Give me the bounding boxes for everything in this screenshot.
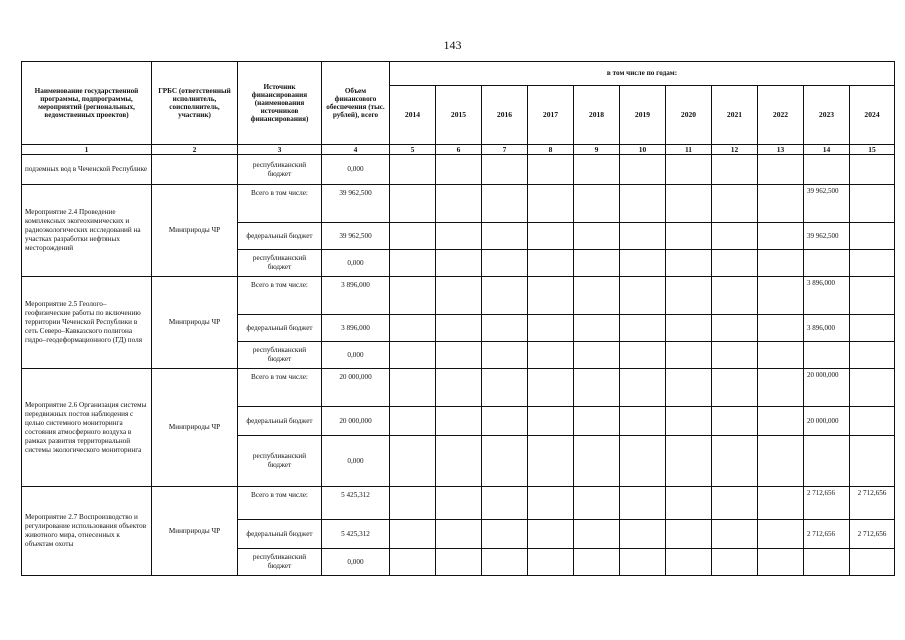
year-cell-empty bbox=[528, 407, 574, 436]
year-2024-value bbox=[850, 155, 895, 185]
year-cell-empty bbox=[528, 487, 574, 520]
year-cell-empty bbox=[436, 250, 482, 277]
year-cell-empty bbox=[758, 369, 804, 407]
year-cell-empty bbox=[666, 549, 712, 576]
year-cell-empty bbox=[620, 155, 666, 185]
year-cell-empty bbox=[482, 342, 528, 369]
column-number: 6 bbox=[436, 145, 482, 155]
column-number: 10 bbox=[620, 145, 666, 155]
year-cell-empty bbox=[712, 342, 758, 369]
year-cell-empty bbox=[758, 487, 804, 520]
year-cell-empty bbox=[574, 520, 620, 549]
year-cell-empty bbox=[390, 185, 436, 223]
funding-total: 0,000 bbox=[322, 549, 390, 576]
year-cell-empty bbox=[574, 223, 620, 250]
funding-source: Всего в том числе: bbox=[238, 369, 322, 407]
year-header-2014: 2014 bbox=[390, 86, 436, 145]
year-cell-empty bbox=[620, 185, 666, 223]
year-2023-value: 39 962,500 bbox=[804, 223, 850, 250]
year-cell-empty bbox=[482, 223, 528, 250]
funding-source: Всего в том числе: bbox=[238, 185, 322, 223]
grbs-cell bbox=[152, 155, 238, 185]
year-cell-empty bbox=[712, 369, 758, 407]
year-cell-empty bbox=[482, 155, 528, 185]
year-cell-empty bbox=[666, 436, 712, 487]
year-cell-empty bbox=[666, 315, 712, 342]
year-cell-empty bbox=[390, 315, 436, 342]
year-cell-empty bbox=[712, 155, 758, 185]
year-header-2015: 2015 bbox=[436, 86, 482, 145]
funding-source: федеральный бюджет bbox=[238, 315, 322, 342]
year-cell-empty bbox=[436, 155, 482, 185]
year-cell-empty bbox=[574, 155, 620, 185]
year-cell-empty bbox=[528, 223, 574, 250]
year-cell-empty bbox=[666, 185, 712, 223]
year-cell-empty bbox=[712, 223, 758, 250]
year-2024-value bbox=[850, 223, 895, 250]
year-cell-empty bbox=[390, 223, 436, 250]
year-cell-empty bbox=[574, 436, 620, 487]
year-cell-empty bbox=[482, 487, 528, 520]
year-cell-empty bbox=[574, 277, 620, 315]
year-cell-empty bbox=[620, 369, 666, 407]
year-cell-empty bbox=[666, 487, 712, 520]
page-number: 143 bbox=[443, 38, 462, 52]
year-cell-empty bbox=[528, 436, 574, 487]
year-cell-empty bbox=[436, 342, 482, 369]
column-number: 2 bbox=[152, 145, 238, 155]
year-cell-empty bbox=[758, 185, 804, 223]
year-cell-empty bbox=[712, 520, 758, 549]
year-cell-empty bbox=[574, 315, 620, 342]
year-header-2019: 2019 bbox=[620, 86, 666, 145]
table-row bbox=[22, 487, 895, 520]
year-2024-value bbox=[850, 436, 895, 487]
funding-total: 20 000,000 bbox=[322, 407, 390, 436]
measure-name: Мероприятие 2.6 Организация системы передвижных постов наблюдения с целью системного мониторинга состояния атмосферного воздуха в рамках развития территориальной системы экологического мониторинга bbox=[22, 369, 152, 487]
year-cell-empty bbox=[482, 520, 528, 549]
year-cell-empty bbox=[666, 520, 712, 549]
year-2024-value bbox=[850, 549, 895, 576]
year-2024-value bbox=[850, 342, 895, 369]
year-cell-empty bbox=[758, 277, 804, 315]
year-cell-empty bbox=[620, 250, 666, 277]
year-cell-empty bbox=[436, 369, 482, 407]
year-cell-empty bbox=[390, 407, 436, 436]
financing-table bbox=[21, 61, 895, 576]
table-row bbox=[22, 369, 895, 407]
year-cell-empty bbox=[528, 315, 574, 342]
year-cell-empty bbox=[436, 407, 482, 436]
year-cell-empty bbox=[436, 520, 482, 549]
year-cell-empty bbox=[712, 250, 758, 277]
column-number: 4 bbox=[322, 145, 390, 155]
column-number: 1 bbox=[22, 145, 152, 155]
year-cell-empty bbox=[574, 407, 620, 436]
year-cell-empty bbox=[436, 487, 482, 520]
year-2023-value: 2 712,656 bbox=[804, 520, 850, 549]
year-cell-empty bbox=[574, 369, 620, 407]
year-cell-empty bbox=[712, 407, 758, 436]
year-2023-value bbox=[804, 250, 850, 277]
year-cell-empty bbox=[758, 520, 804, 549]
year-cell-empty bbox=[620, 342, 666, 369]
year-cell-empty bbox=[528, 155, 574, 185]
funding-source: республиканский бюджет bbox=[238, 342, 322, 369]
year-2024-value: 2 712,656 bbox=[850, 487, 895, 520]
year-cell-empty bbox=[436, 436, 482, 487]
year-cell-empty bbox=[390, 369, 436, 407]
column-number: 9 bbox=[574, 145, 620, 155]
year-2024-value bbox=[850, 277, 895, 315]
funding-source: республиканский бюджет bbox=[238, 250, 322, 277]
year-cell-empty bbox=[620, 223, 666, 250]
funding-source: республиканский бюджет bbox=[238, 549, 322, 576]
year-cell-empty bbox=[712, 185, 758, 223]
table-row bbox=[22, 277, 895, 315]
funding-source: федеральный бюджет bbox=[238, 520, 322, 549]
year-2023-value: 20 000,000 bbox=[804, 369, 850, 407]
year-cell-empty bbox=[574, 487, 620, 520]
year-cell-empty bbox=[528, 549, 574, 576]
measure-name: Мероприятие 2.7 Воспроизводство и регулирование использования объектов животного мира, отнесенных к объектам охоты bbox=[22, 487, 152, 576]
year-cell-empty bbox=[574, 250, 620, 277]
funding-source: федеральный бюджет bbox=[238, 407, 322, 436]
year-2023-value: 20 000,000 bbox=[804, 407, 850, 436]
column-number: 8 bbox=[528, 145, 574, 155]
column-number: 12 bbox=[712, 145, 758, 155]
year-2023-value: 3 896,000 bbox=[804, 277, 850, 315]
funding-source: Всего в том числе: bbox=[238, 277, 322, 315]
year-cell-empty bbox=[528, 520, 574, 549]
year-header-2024: 2024 bbox=[850, 86, 895, 145]
year-cell-empty bbox=[482, 549, 528, 576]
measure-name: Мероприятие 2.5 Геолого–геофизические работы по включению территории Чеченской Республики в сеть Северо–Кавказского полигона гидро–геодеформационного (ГД) поля bbox=[22, 277, 152, 369]
year-2024-value bbox=[850, 185, 895, 223]
year-cell-empty bbox=[390, 549, 436, 576]
year-header-2023: 2023 bbox=[804, 86, 850, 145]
year-cell-empty bbox=[620, 436, 666, 487]
year-cell-empty bbox=[666, 369, 712, 407]
funding-total: 20 000,000 bbox=[322, 369, 390, 407]
year-2024-value: 2 712,656 bbox=[850, 520, 895, 549]
year-cell-empty bbox=[666, 250, 712, 277]
year-cell-empty bbox=[666, 155, 712, 185]
year-header-2020: 2020 bbox=[666, 86, 712, 145]
year-cell-empty bbox=[390, 342, 436, 369]
year-cell-empty bbox=[666, 277, 712, 315]
year-cell-empty bbox=[390, 277, 436, 315]
year-cell-empty bbox=[390, 520, 436, 549]
year-2023-value: 39 962,500 bbox=[804, 185, 850, 223]
year-2023-value bbox=[804, 549, 850, 576]
grbs-cell: Минприроды ЧР bbox=[152, 487, 238, 576]
year-cell-empty bbox=[758, 155, 804, 185]
year-cell-empty bbox=[758, 407, 804, 436]
measure-name: Мероприятие 2.4 Проведение комплексных экогеохимических и радиоэкологических исследований на участках разработки нефтяных месторождений bbox=[22, 185, 152, 277]
funding-total: 0,000 bbox=[322, 342, 390, 369]
funding-source: республиканский бюджет bbox=[238, 436, 322, 487]
year-header-2021: 2021 bbox=[712, 86, 758, 145]
year-cell-empty bbox=[620, 407, 666, 436]
year-header-2022: 2022 bbox=[758, 86, 804, 145]
year-cell-empty bbox=[390, 436, 436, 487]
table-row bbox=[22, 155, 895, 185]
year-cell-empty bbox=[758, 223, 804, 250]
column-number: 3 bbox=[238, 145, 322, 155]
header-name: Наименование государственной программы, подпрограммы, мероприятий (региональных, ведомственных проектов) bbox=[22, 62, 152, 145]
header-grbs: ГРБС (ответственный исполнитель, соисполнитель, участник) bbox=[152, 62, 238, 145]
year-cell-empty bbox=[390, 250, 436, 277]
column-number: 7 bbox=[482, 145, 528, 155]
year-cell-empty bbox=[528, 277, 574, 315]
year-cell-empty bbox=[758, 549, 804, 576]
year-cell-empty bbox=[620, 487, 666, 520]
year-2024-value bbox=[850, 407, 895, 436]
year-cell-empty bbox=[574, 549, 620, 576]
column-number: 14 bbox=[804, 145, 850, 155]
year-cell-empty bbox=[482, 250, 528, 277]
column-number: 5 bbox=[390, 145, 436, 155]
year-cell-empty bbox=[436, 549, 482, 576]
header-years-group: в том числе по годам: bbox=[390, 62, 895, 86]
grbs-cell: Минприроды ЧР bbox=[152, 277, 238, 369]
year-cell-empty bbox=[712, 436, 758, 487]
year-cell-empty bbox=[482, 315, 528, 342]
funding-total: 3 896,000 bbox=[322, 277, 390, 315]
year-cell-empty bbox=[436, 185, 482, 223]
year-cell-empty bbox=[666, 223, 712, 250]
year-cell-empty bbox=[620, 549, 666, 576]
funding-total: 5 425,312 bbox=[322, 520, 390, 549]
year-cell-empty bbox=[712, 487, 758, 520]
year-2023-value bbox=[804, 342, 850, 369]
year-cell-empty bbox=[712, 277, 758, 315]
year-cell-empty bbox=[528, 185, 574, 223]
year-cell-empty bbox=[436, 223, 482, 250]
year-cell-empty bbox=[758, 436, 804, 487]
year-cell-empty bbox=[436, 315, 482, 342]
funding-total: 3 896,000 bbox=[322, 315, 390, 342]
year-2024-value bbox=[850, 250, 895, 277]
year-cell-empty bbox=[666, 407, 712, 436]
year-cell-empty bbox=[482, 185, 528, 223]
column-number: 15 bbox=[850, 145, 895, 155]
year-cell-empty bbox=[758, 250, 804, 277]
year-header-2016: 2016 bbox=[482, 86, 528, 145]
header-volume: Объем финансового обеспечения (тыс. рублей), всего bbox=[322, 62, 390, 145]
year-cell-empty bbox=[574, 342, 620, 369]
year-cell-empty bbox=[758, 315, 804, 342]
year-cell-empty bbox=[482, 277, 528, 315]
year-cell-empty bbox=[528, 369, 574, 407]
year-cell-empty bbox=[620, 520, 666, 549]
funding-total: 0,000 bbox=[322, 250, 390, 277]
funding-total: 0,000 bbox=[322, 436, 390, 487]
column-number: 13 bbox=[758, 145, 804, 155]
year-2024-value bbox=[850, 369, 895, 407]
funding-total: 0,000 bbox=[322, 155, 390, 185]
year-header-2018: 2018 bbox=[574, 86, 620, 145]
year-cell-empty bbox=[390, 155, 436, 185]
year-2023-value: 2 712,656 bbox=[804, 487, 850, 520]
funding-total: 39 962,500 bbox=[322, 185, 390, 223]
year-cell-empty bbox=[528, 342, 574, 369]
funding-total: 5 425,312 bbox=[322, 487, 390, 520]
year-2023-value: 3 896,000 bbox=[804, 315, 850, 342]
year-cell-empty bbox=[390, 487, 436, 520]
year-cell-empty bbox=[436, 277, 482, 315]
grbs-cell: Минприроды ЧР bbox=[152, 369, 238, 487]
year-cell-empty bbox=[482, 369, 528, 407]
table-row bbox=[22, 185, 895, 223]
year-2023-value bbox=[804, 436, 850, 487]
year-cell-empty bbox=[528, 250, 574, 277]
year-2024-value bbox=[850, 315, 895, 342]
year-cell-empty bbox=[712, 315, 758, 342]
year-cell-empty bbox=[712, 549, 758, 576]
year-cell-empty bbox=[482, 407, 528, 436]
funding-source: республиканский бюджет bbox=[238, 155, 322, 185]
year-cell-empty bbox=[620, 277, 666, 315]
year-cell-empty bbox=[620, 315, 666, 342]
funding-source: федеральный бюджет bbox=[238, 223, 322, 250]
year-2023-value bbox=[804, 155, 850, 185]
funding-total: 39 962,500 bbox=[322, 223, 390, 250]
grbs-cell: Минприроды ЧР bbox=[152, 185, 238, 277]
measure-name: подземных вод в Чеченской Республике bbox=[22, 155, 152, 185]
column-number: 11 bbox=[666, 145, 712, 155]
year-header-2017: 2017 bbox=[528, 86, 574, 145]
funding-source: Всего в том числе: bbox=[238, 487, 322, 520]
year-cell-empty bbox=[666, 342, 712, 369]
year-cell-empty bbox=[574, 185, 620, 223]
year-cell-empty bbox=[482, 436, 528, 487]
header-source: Источник финансирования (наименования источников финансирования) bbox=[238, 62, 322, 145]
year-cell-empty bbox=[758, 342, 804, 369]
